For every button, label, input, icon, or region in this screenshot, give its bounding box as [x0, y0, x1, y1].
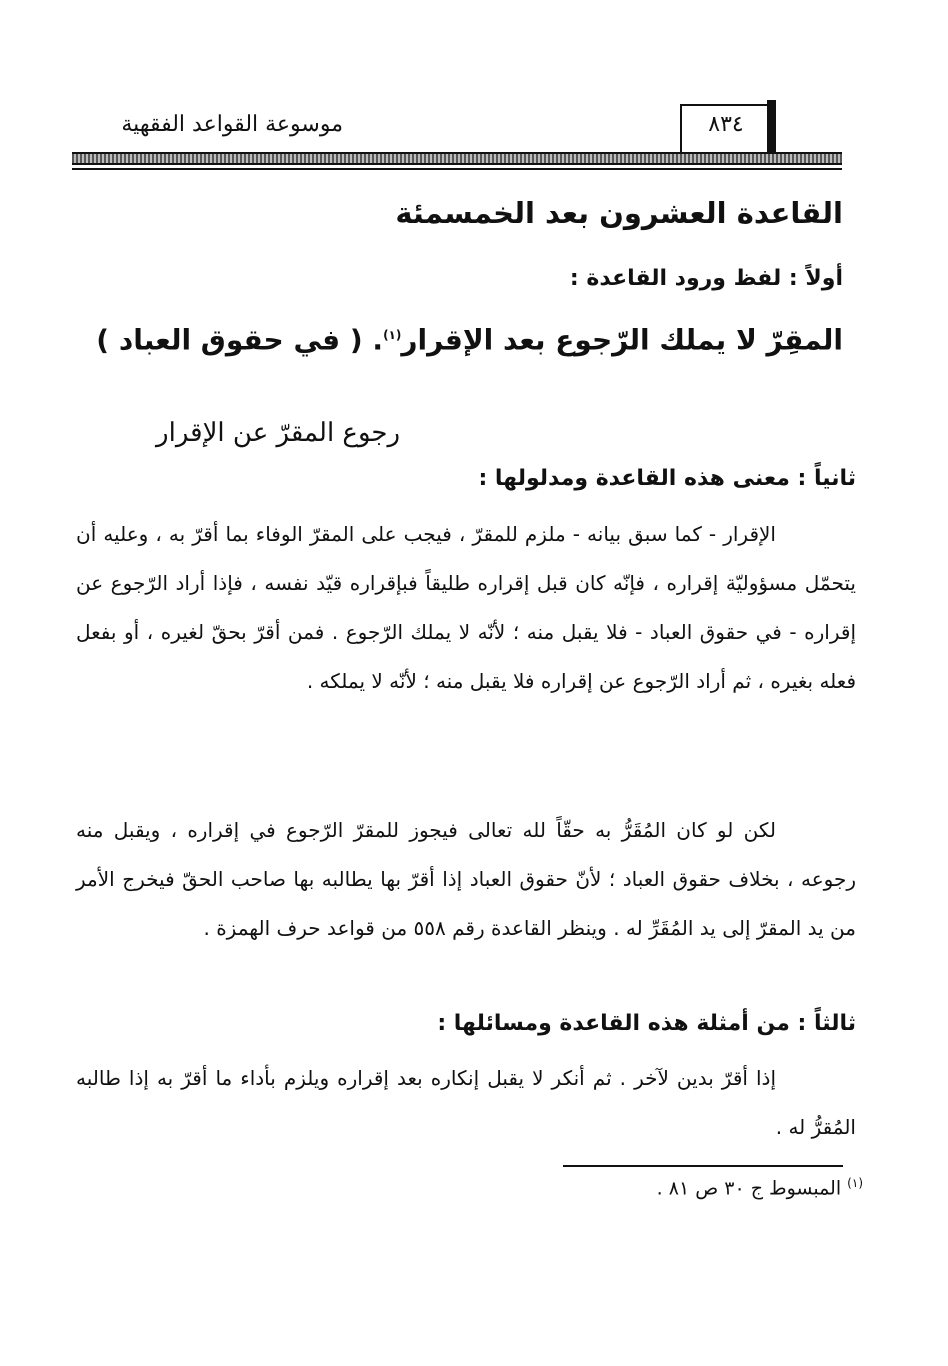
rule-text-main: المقِرّ لا يملك الرّجوع بعد الإقرار — [401, 323, 843, 357]
page-number-frame-accent — [767, 100, 776, 156]
alternate-wording: رجوع المقرّ عن الإقرار — [156, 418, 400, 448]
section-1-heading: أولاً : لفظ ورود القاعدة : — [569, 266, 843, 291]
section-3-paragraph-1: إذا أقرّ بدين لآخر . ثم أنكر لا يقبل إنكاره بعد إقراره ويلزم بأداء ما أقرّ به إذا طالبه المُقرُّ له . — [76, 1066, 856, 1139]
rule-heading: القاعدة العشرون بعد الخمسمئة — [395, 196, 843, 230]
section-3-heading: ثالثاً : من أمثلة هذه القاعدة ومسائلها : — [437, 1011, 856, 1036]
rule-text — [76, 312, 843, 363]
footnote — [657, 1176, 863, 1199]
page-number: ٨٣٤ — [708, 112, 744, 137]
section-2-heading: ثانياً : معنى هذه القاعدة ومدلولها : — [478, 466, 856, 491]
header-rule-thin — [72, 168, 842, 170]
rule-text-tail: . ( في حقوق العباد ) — [96, 323, 384, 357]
running-header-title: موسوعة القواعد الفقهية — [121, 112, 343, 137]
footnote-marker: (١) — [847, 1176, 863, 1190]
rule-footnote-marker: (١) — [383, 328, 402, 342]
header-rule-hatched — [72, 152, 842, 165]
footnote-divider — [563, 1165, 843, 1167]
section-2-paragraph-2: لكن لو كان المُقَرُّ به حقّاً لله تعالى فيجوز للمقرّ الرّجوع في إقراره ، ويقبل منه رجوعه ، بخلاف حقوق العباد ؛ لأنّ حقوق العباد إذا أقرّ بها يطالبه بها صاحب الحقّ فيخرج الأمر من يد المقرّ إلى يد المُقَرِّ له . وينظر القاعدة رقم ٥٥٨ من قواعد حرف الهمزة . — [76, 818, 856, 940]
footnote-text: المبسوط ج ٣٠ ص ٨١ . — [656, 1177, 842, 1200]
section-2-paragraph-1: الإقرار - كما سبق بيانه - ملزم للمقرّ ، فيجب على المقرّ الوفاء بما أقرّ به ، وعليه أن يتحمّل مسؤوليّة إقراره ، فإنّه كان قبل إقراره طليقاً فبإقراره قيّد نفسه ، فإذا أراد الرّجوع عن إقراره - في حقوق العباد - فلا يقبل منه ؛ لأنّه لا يملك الرّجوع . فمن أقرّ بحقّ لغيره ، أو بفعل فعله بغيره ، ثم أراد الرّجوع عن إقراره فلا يقبل منه ؛ لأنّه لا يملكه . — [76, 522, 856, 693]
